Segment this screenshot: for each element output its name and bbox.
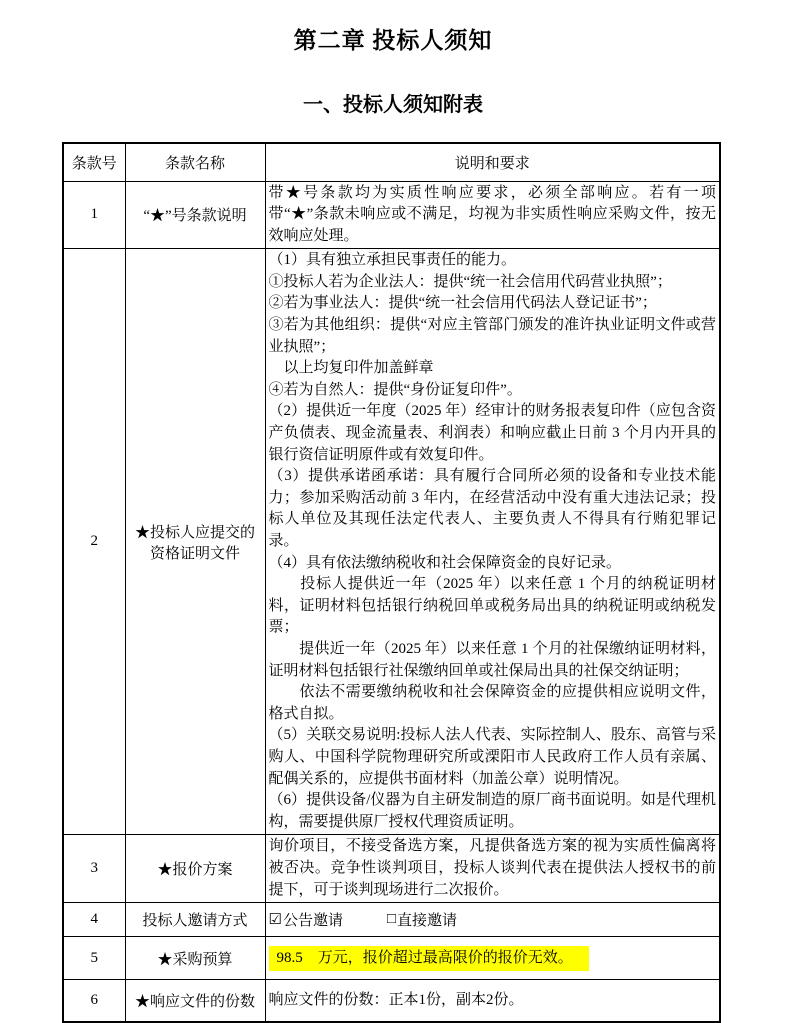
clause-name: 投标人邀请方式 [125, 903, 265, 937]
paragraph: 询价项目，不接受备选方案，凡提供备选方案的视为实质性偏离将被否决。竞争性谈判项目，投标人谈判代表在提供法人授权书的前提下，可于谈判现场进行二次报价。 [268, 838, 716, 898]
clause-content [265, 249, 720, 835]
paragraph: （5）关联交易说明:投标人法人代表、实际控制人、股东、高管与采购人、中国科学院物理研究所或溧阳市人民政府工作人员有亲属、配偶关系的，应提供书面材料（加盖公章）说明情况。 [268, 727, 716, 787]
option-public-invitation [269, 909, 343, 930]
clause-content [265, 835, 720, 903]
clause-name: “★”号条款说明 [125, 181, 265, 249]
clause-no: 1 [63, 181, 125, 249]
option-direct-invitation [387, 909, 457, 930]
budget-highlight: 98.5 万元，报价超过最高限价的报价无效。 [269, 946, 589, 971]
checkbox-unchecked-icon: □ [386, 911, 397, 928]
paragraph: 响应文件的份数：正本1份，副本2份。 [268, 991, 524, 1008]
table-row [63, 835, 720, 903]
clause-content [265, 980, 720, 1022]
clause-no: 3 [63, 835, 125, 903]
clause-no: 2 [63, 249, 125, 835]
checkbox-checked-icon: ☑ [268, 912, 282, 929]
page-title: 第二章 投标人须知 [293, 28, 493, 53]
clause-no: 6 [63, 980, 125, 1022]
paragraph: ③若为其他组织：提供“对应主管部门颁发的准许执业证明文件或营业执照”； [268, 317, 716, 355]
paragraph: 带★号条款均为实质性响应要求，必须全部响应。若有一项带“★”条款未响应或不满足，均视为非实质性响应采购文件，按无效响应处理。 [268, 184, 716, 244]
header-description: 说明和要求 [265, 143, 720, 181]
paragraph: （4）具有依法缴纳税收和社会保障资金的良好记录。 [268, 554, 622, 571]
clause-no: 5 [63, 937, 125, 980]
clause-name: ★采购预算 [125, 937, 265, 980]
table-row [63, 249, 720, 835]
header-row [63, 143, 720, 181]
budget-cell [265, 937, 720, 980]
clause-name: ★报价方案 [125, 835, 265, 903]
paragraph: ④若为自然人：提供“身份证复印件”。 [268, 381, 522, 398]
paragraph: （1）具有独立承担民事责任的能力。 [268, 252, 517, 269]
header-clause-name: 条款名称 [125, 143, 265, 181]
clause-no: 4 [63, 903, 125, 937]
bidder-notice-table [62, 142, 721, 1023]
paragraph: （3）提供承诺函承诺：具有履行合同所必须的设备和专业技术能力；参加采购活动前 3 年内，在经营活动中没有重大违法记录；投标人单位及其现任法定代表人、主要负责人不得具有行贿犯罪记录。 [268, 468, 716, 549]
table-row [63, 980, 720, 1022]
paragraph: ①投标人若为企业法人：提供“统一社会信用代码营业执照”； [268, 273, 672, 290]
paragraph: 提供近一年（2025 年）以来任意 1 个月的社保缴纳证明材料，证明材料包括银行社保缴纳回单或社保局出具的社保交纳证明； [268, 640, 716, 679]
table-row [63, 903, 720, 937]
paragraph: 以上均复印件加盖鲜章 [268, 360, 434, 377]
header-clause-no: 条款号 [63, 143, 125, 181]
paragraph: （6）提供设备/仪器为自主研发制造的原厂商书面说明。如是代理机构，需要提供原厂授权代理资质证明。 [268, 792, 716, 830]
paragraph: （2）提供近一年度（2025 年）经审计的财务报表复印件（应包含资产负债表、现金流量表、利润表）和响应截止日前 3 个月内开具的银行资信证明原件或有效复印件。 [268, 403, 716, 463]
option-label: 公告邀请 [282, 913, 343, 930]
clause-name: ★投标人应提交的资格证明文件 [125, 249, 265, 835]
page-subtitle: 一、投标人须知附表 [303, 94, 483, 116]
paragraph: 依法不需要缴纳税收和社会保障资金的应提供相应说明文件，格式自拟。 [268, 684, 716, 722]
paragraph: ②若为事业法人：提供“统一社会信用代码法人登记证书”； [268, 295, 657, 312]
option-label: 直接邀请 [397, 913, 458, 930]
table-row [63, 937, 720, 980]
invitation-options [269, 909, 717, 930]
clause-name: ★响应文件的份数 [125, 980, 265, 1022]
table-row [63, 181, 720, 249]
invitation-method-cell [265, 903, 720, 937]
clause-content [265, 181, 720, 249]
paragraph: 投标人提供近一年（2025 年）以来任意 1 个月的纳税证明材料，证明材料包括银行纳税回单或税务局出具的纳税证明或纳税发票； [268, 576, 716, 636]
